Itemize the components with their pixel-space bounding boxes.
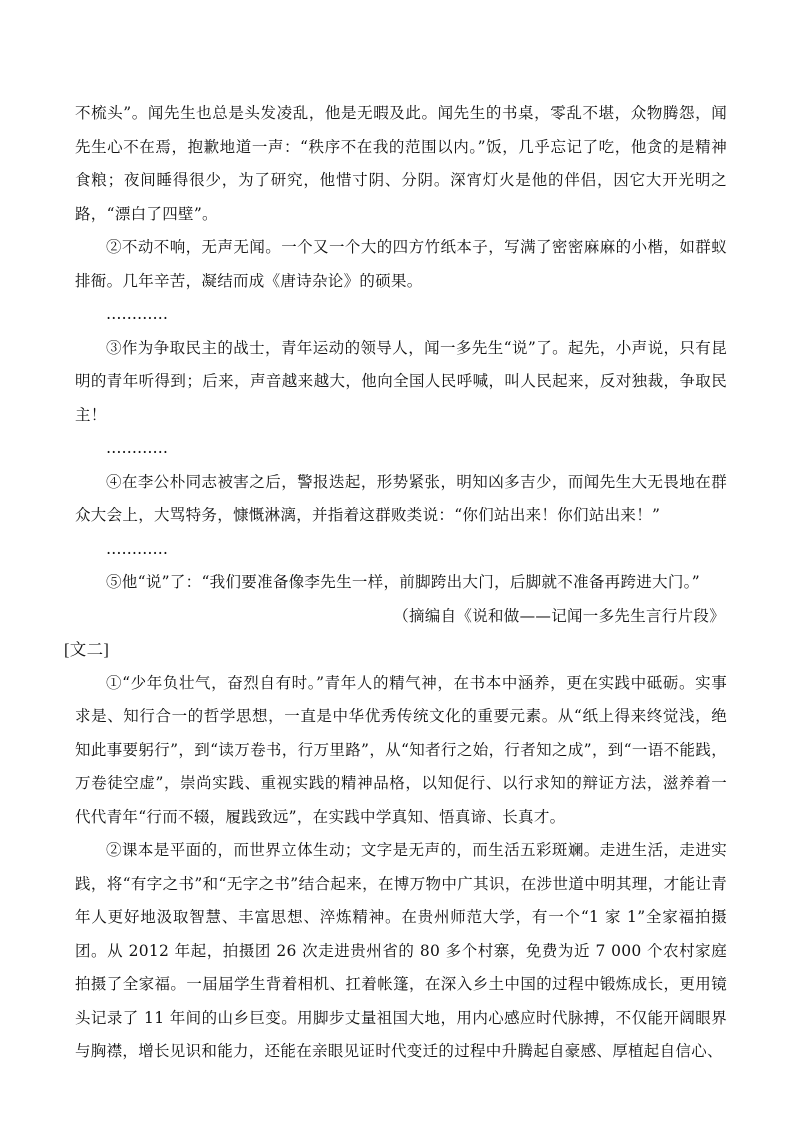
- paragraph-4: ④在李公朴同志被害之后，警报迭起，形势紧张，明知凶多吉少，而闻先生大无畏地在群众大会上，大骂特务，慷慨淋漓，并指着这群败类说：“你们站出来！你们站出来！”: [75, 472, 727, 524]
- source-citation: （摘编自《说和做——记闻一多先生言行片段》: [393, 606, 725, 625]
- paragraph-2: ②不动不响，无声无闻。一个又一个大的四方竹纸本子，写满了密密麻麻的小楷，如群蚁排衙。几年辛苦，凝结而成《唐诗杂论》的硕果。: [75, 238, 727, 290]
- ellipsis-separator: …………: [106, 305, 168, 323]
- paragraph-continued: 不梳头”。闻先生也总是头发凌乱，他是无暇及此。闻先生的书桌，零乱不堪，众物腾怨，闻先生心不在焉，抱歉地道一声：“秩序不在我的范围以内。”饭，几乎忘记了吃，他贪的是精神食粮；夜间睡得很少，为了研究，他惜寸阴、分阴。深宵灯火是他的伴侣，因它大开光明之路，“漂白了四壁”。: [75, 104, 727, 223]
- paragraph-3: ③作为争取民主的战士，青年运动的领导人，闻一多先生“说”了。起先，小声说，只有昆明的青年听得到；后来，声音越来越大，他向全国人民呼喊，叫人民起来，反对独裁，争取民主！: [75, 338, 727, 424]
- document-body: [64, 97, 727, 1069]
- text2-paragraph-2: ②课本是平面的，而世界立体生动；文字是无声的，而生活五彩斑斓。走进生活，走进实践，将“有字之书”和“无字之书”结合起来，在博万物中广其识，在涉世道中明其理，才能让青年人更好地汲取智慧、丰富思想、淬炼精神。在贵州师范大学，有一个“1 家 1”全家福拍摄团。从 2012 年起，拍摄团 26 次走进贵州省的 80 多个村寨，免费为近 7 000 个农村家庭拍摄了全家福。一届届学生背着相机、扛着帐篷，在深入乡土中国的过程中锻炼成长，更用镜头记录了 11 年间的山乡巨变。用脚步丈量祖国大地，用内心感应时代脉搏，不仅能开阔眼界与胸襟，增长见识和能力，还能在亲眼见证时代变迁的过程中升腾起自豪感、厚植起自信心、: [75, 841, 727, 1060]
- text2-paragraph-1: ①“少年负壮气，奋烈自有时。”青年人的精气神，在书本中涵养，更在实践中砥砺。实事求是、知行合一的哲学思想，一直是中华优秀传统文化的重要元素。从“纸上得来终觉浅，绝知此事要躬行”，到“读万卷书，行万里路”，从“知者行之始，行者知之成”，到“一语不能践，万卷徒空虚”，崇尚实践、重视实践的精神品格，以知促行、以行求知的辩证方法，滋养着一代代青年“行而不辍，履践致远”，在实践中学真知、悟真谛、长真才。: [75, 673, 727, 826]
- paragraph-5: ⑤他“说”了：“我们要准备像李先生一样，前脚跨出大门，后脚就不准备再跨进大门。”: [106, 573, 700, 591]
- ellipsis-separator: …………: [106, 439, 168, 457]
- ellipsis-separator: …………: [106, 539, 168, 558]
- section-heading: [文二]: [64, 640, 110, 659]
